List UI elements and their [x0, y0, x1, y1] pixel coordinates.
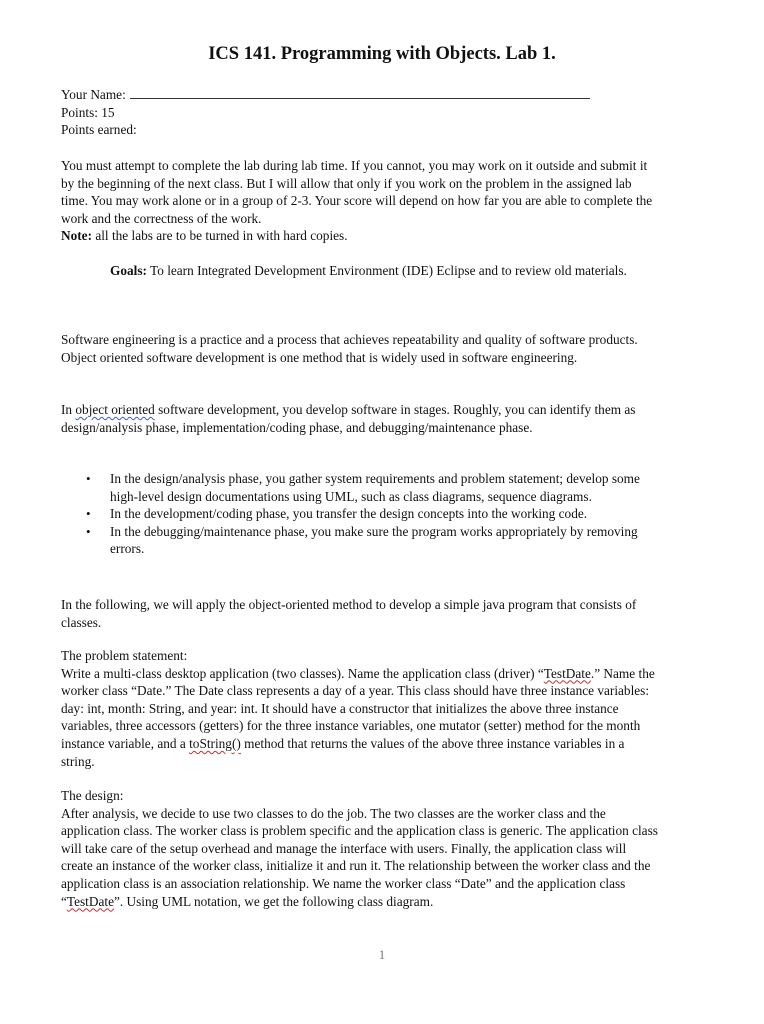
- points-earned-label: Points earned:: [61, 122, 137, 138]
- flagged-word: TestDate: [66, 893, 114, 909]
- name-row: [61, 86, 661, 104]
- oo-flagged-word: object oriented: [75, 402, 155, 417]
- problem-heading: The problem statement:: [61, 648, 188, 663]
- goals-label: Goals:: [110, 263, 147, 278]
- flagged-word: TestDate: [543, 665, 591, 681]
- design-text: After analysis, we decide to use two classes to do the job. The two classes are the worker class and the application class. The worker class is problem specific and the application class is generic. The application class will take care of the setup overhead and manage the interface with users. Finally, the application class will create an instance of the worker class, initialize it and run it. The relationship between the worker class and the application class is an association relationship. We name the worker class “Date” and the application class “TestDate”. Using UML notation, we get the following class diagram.: [61, 805, 658, 909]
- flagged-word: toString(): [189, 735, 241, 751]
- name-label: Your Name:: [61, 87, 126, 102]
- page-number: 1: [378, 947, 386, 962]
- goals-paragraph: [110, 262, 650, 280]
- software-engineering-paragraph: [61, 331, 661, 366]
- points-label: Points: 15: [61, 104, 115, 120]
- bullet-icon: •: [86, 506, 91, 522]
- list-item: • In the development/coding phase, you transfer the design concepts into the working code.: [86, 506, 588, 522]
- problem-text: Write a multi-class desktop application (two classes). Name the application class (driver) “TestDate.” Name the worker class “Date.” The Date class represents a day of a year. This class should have three instance variables: day: int, month: String, and year: int. It should have a constructor that initializes the above three instance variables, three accessors (getters) for the three instance variables, one mutator (setter) method for the month instance variable, and a toString() method that returns the values of the above three instance variables in a string.: [61, 665, 655, 769]
- goals-text: To learn Integrated Development Environment (IDE) Eclipse and to review old materials.: [146, 263, 627, 278]
- note-line: [61, 227, 661, 245]
- bullet-icon: •: [86, 471, 91, 486]
- following-paragraph: [61, 596, 661, 631]
- se-text: Software engineering is a practice and a process that achieves repeatability and quality of software products. Object oriented software development is one method that is widely used in software engineering.: [61, 332, 638, 365]
- design-section: [61, 787, 661, 910]
- design-heading: The design:: [61, 788, 124, 803]
- name-blank-line: [130, 98, 590, 99]
- note-text: all the labs are to be turned in with hard copies.: [92, 228, 348, 244]
- problem-statement: [61, 647, 661, 770]
- following-text: In the following, we will apply the object-oriented method to develop a simple java program that consists of classes.: [61, 597, 637, 630]
- oo-paragraph: [61, 401, 661, 436]
- list-item: • In the design/analysis phase, you gather system requirements and problem statement; develop some high-level design documentations using UML, such as class diagrams, sequence diagrams.: [86, 471, 640, 504]
- page-title: ICS 141. Programming with Objects. Lab 1.: [208, 44, 556, 64]
- intro-paragraph: [61, 157, 661, 245]
- oo-pre: In: [61, 402, 76, 417]
- note-label: Note:: [61, 228, 93, 244]
- oo-post: software development, you develop software in stages. Roughly, you can identify them as design/analysis phase, implementation/coding phase, and debugging/maintenance phase.: [61, 402, 636, 435]
- bullet-icon: •: [86, 523, 91, 539]
- intro-text: You must attempt to complete the lab during lab time. If you cannot, you may work on it outside and submit it by the beginning of the next class. But I will allow that only if you work on the problem in the assigned lab time. You may work alone or in a group of 2-3. Your score will depend on how far you are able to complete the work and the correctness of the work.: [61, 158, 653, 226]
- phases-list: [61, 470, 665, 558]
- student-info: [61, 86, 661, 139]
- list-item: • In the debugging/maintenance phase, you make sure the program works appropriately by removing errors.: [86, 523, 638, 557]
